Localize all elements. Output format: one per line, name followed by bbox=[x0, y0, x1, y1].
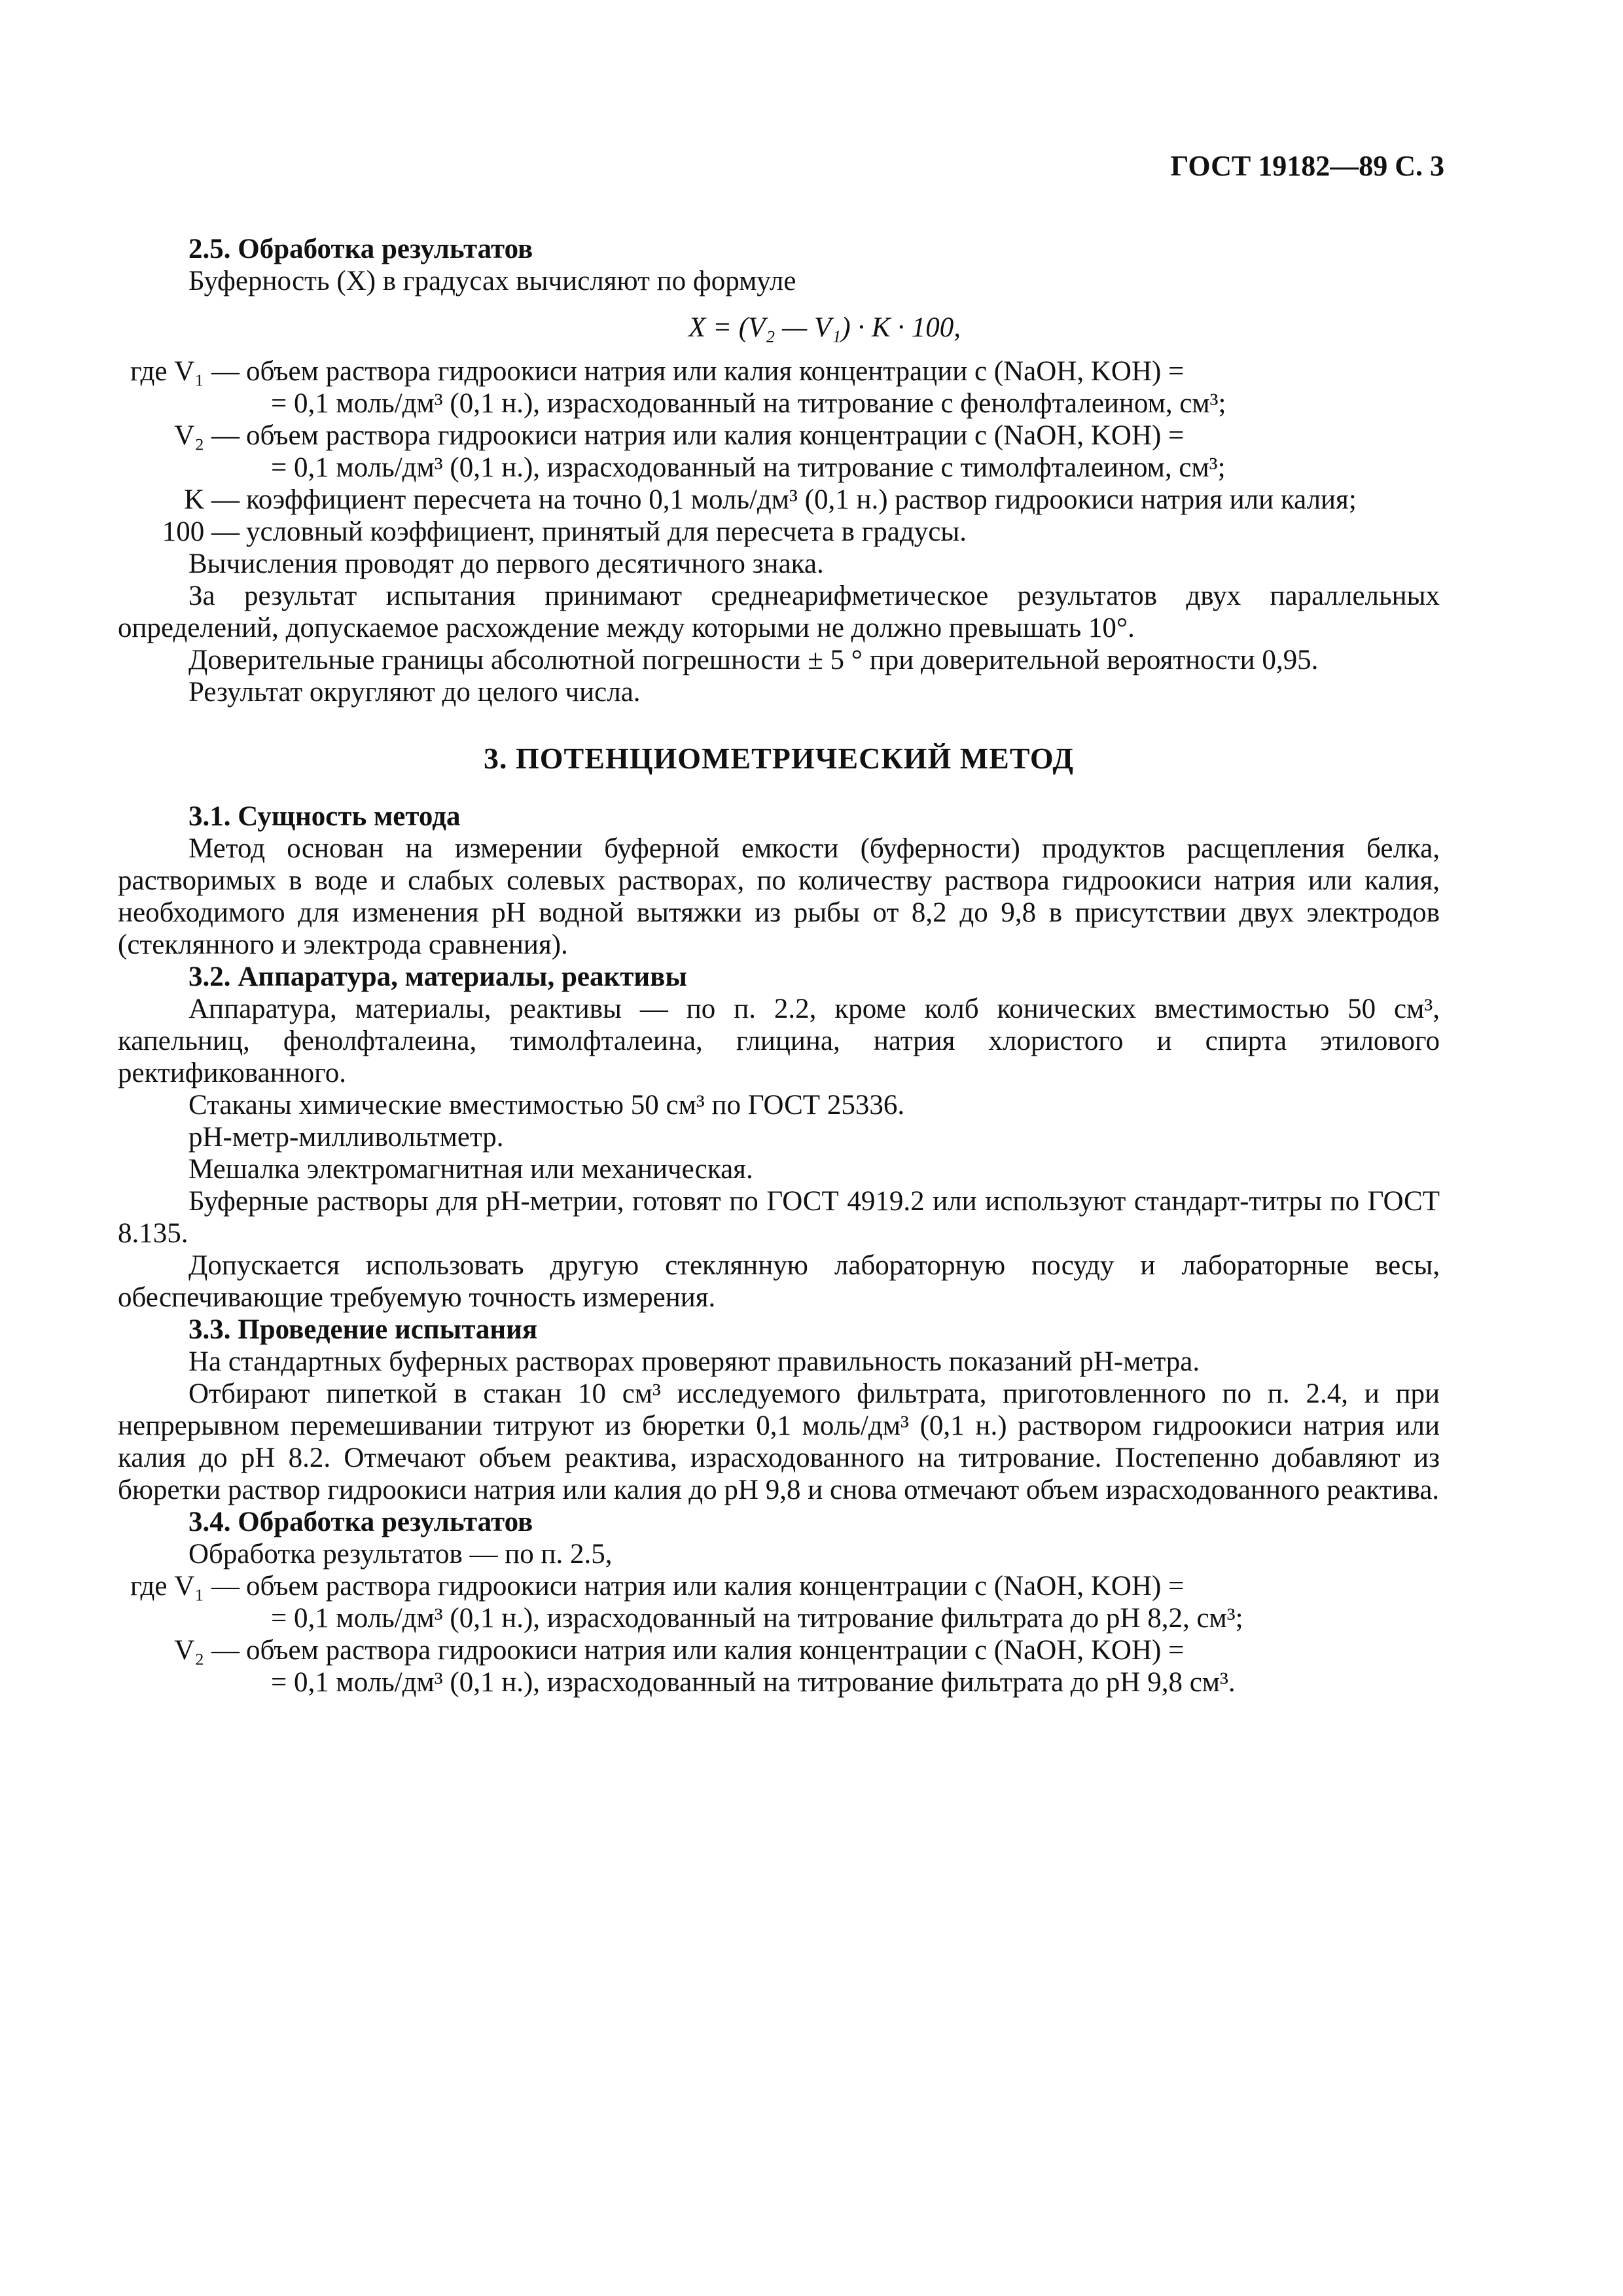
definition-v2 bbox=[118, 420, 1440, 484]
section-3-4-heading: 3.4. Обработка результатов bbox=[188, 1507, 533, 1537]
definition-v1 bbox=[118, 1570, 1440, 1634]
paragraph: Отбирают пипеткой в стакан 10 см³ исследуемого фильтрата, приготовленного по п. 2.4, и при непрерывном перемешивании титруют из бюретки 0,1 моль/дм³ (0,1 н.) раствором гидроокиси натрия или калия до pH 8.2. Отмечают объем реактива, израсходованного на титрование. Постепенно добавляют из бюретки раствор гидроокиси натрия или калия до pH 9,8 и снова отмечают объем израсходованного реактива. bbox=[118, 1378, 1440, 1505]
definition-text-continued: = 0,1 моль/дм³ (0,1 н.), израсходованный на титрование фильтрата до pH 8,2, см³; bbox=[271, 1603, 1243, 1634]
definition-text-continued: = 0,1 моль/дм³ (0,1 н.), израсходованный на титрование с тимолфталеином, см³; bbox=[271, 452, 1226, 483]
definition-100 bbox=[118, 516, 1440, 548]
page-header: ГОСТ 19182—89 С. 3 bbox=[1170, 150, 1444, 182]
definition-v1 bbox=[118, 355, 1440, 420]
definition-text: объем раствора гидроокиси натрия или калия концентрации c (NaOH, KOH) = bbox=[246, 1635, 1185, 1666]
paragraph: На стандартных буферных растворах проверяют правильность показаний pH-метра. bbox=[188, 1346, 1200, 1377]
paragraph: Буферные растворы для pH-метрии, готовят по ГОСТ 4919.2 или используют стандарт-титры по ГОСТ 8.135. bbox=[118, 1186, 1440, 1249]
paragraph: Мешалка электромагнитная или механическая. bbox=[188, 1154, 753, 1185]
definition-text: объем раствора гидроокиси натрия или калия концентрации c (NaOH, KOH) = bbox=[246, 356, 1185, 387]
definition-text: условный коэффициент, принятый для пересчета в градусы. bbox=[246, 516, 967, 547]
paragraph: Обработка результатов — по п. 2.5, bbox=[188, 1539, 613, 1570]
paragraph: Метод основан на измерении буферной емкости (буферности) продуктов расщепления белка, растворимых в воде и слабых солевых растворах, по количеству раствора гидроокиси натрия или калия, необходимого для изменения pH водной вытяжки из рыбы от 8,2 до 9,8 в присутствии двух электродов (стеклянного и электрода сравнения). bbox=[118, 833, 1440, 960]
paragraph: За результат испытания принимают среднеарифметическое результатов двух параллельных определений, допускаемое расхождение между которыми не должно превышать 10°. bbox=[118, 581, 1440, 643]
definition-text-continued: = 0,1 моль/дм³ (0,1 н.), израсходованный на титрование фильтрата до pH 9,8 см³. bbox=[271, 1667, 1236, 1698]
definition-text: объем раствора гидроокиси натрия или калия концентрации c (NaOH, KOH) = bbox=[246, 1571, 1185, 1602]
paragraph: Вычисления проводят до первого десятичного знака. bbox=[188, 548, 824, 579]
section-3-3-heading: 3.3. Проведение испытания bbox=[188, 1314, 538, 1345]
paragraph: Доверительные границы абсолютной погрешности ± 5 ° при доверительной вероятности 0,95. bbox=[188, 645, 1319, 675]
document-body bbox=[118, 233, 1440, 1698]
definition-label: где V₁ — bbox=[130, 1571, 240, 1602]
definition-label: 100 — bbox=[162, 516, 240, 547]
section-3-title: 3. ПОТЕНЦИОМЕТРИЧЕСКИЙ МЕТОД bbox=[483, 742, 1075, 775]
section-3-1-heading: 3.1. Сущность метода bbox=[188, 801, 461, 832]
definition-k bbox=[118, 484, 1440, 516]
paragraph: Стаканы химические вместимостью 50 см³ по ГОСТ 25336. bbox=[188, 1090, 905, 1121]
definition-label: V₂ — bbox=[174, 420, 240, 451]
buffer-formula: X = (V₂ — V₁) · K · 100, bbox=[688, 312, 961, 343]
definition-text: коэффициент пересчета на точно 0,1 моль/дм³ (0,1 н.) раствор гидроокиси натрия или калия; bbox=[246, 484, 1357, 515]
paragraph: Аппаратура, материалы, реактивы — по п. 2.2, кроме колб конических вместимостью 50 см³, капельниц, фенолфталеина, тимолфталеина, глицина, натрия хлористого и спирта этилового ректификованного. bbox=[118, 994, 1440, 1088]
definition-label: V₂ — bbox=[174, 1635, 240, 1666]
definition-v2 bbox=[118, 1634, 1440, 1698]
section-3-2-heading: 3.2. Аппаратура, материалы, реактивы bbox=[188, 961, 687, 992]
definition-text: объем раствора гидроокиси натрия или калия концентрации c (NaOH, KOH) = bbox=[246, 420, 1185, 451]
definition-label: где V₁ — bbox=[130, 356, 240, 387]
section-2-5-heading: 2.5. Обработка результатов bbox=[188, 234, 533, 264]
paragraph: Допускается использовать другую стеклянную лабораторную посуду и лабораторные весы, обеспечивающие требуемую точность измерения. bbox=[118, 1250, 1440, 1313]
paragraph: Результат округляют до целого числа. bbox=[188, 677, 641, 708]
definition-text-continued: = 0,1 моль/дм³ (0,1 н.), израсходованный на титрование с фенолфталеином, см³; bbox=[271, 388, 1226, 419]
definition-label: K — bbox=[184, 484, 240, 515]
section-2-5-intro: Буферность (X) в градусах вычисляют по формуле bbox=[188, 266, 796, 296]
paragraph: pH-метр-милливольтметр. bbox=[188, 1122, 504, 1153]
